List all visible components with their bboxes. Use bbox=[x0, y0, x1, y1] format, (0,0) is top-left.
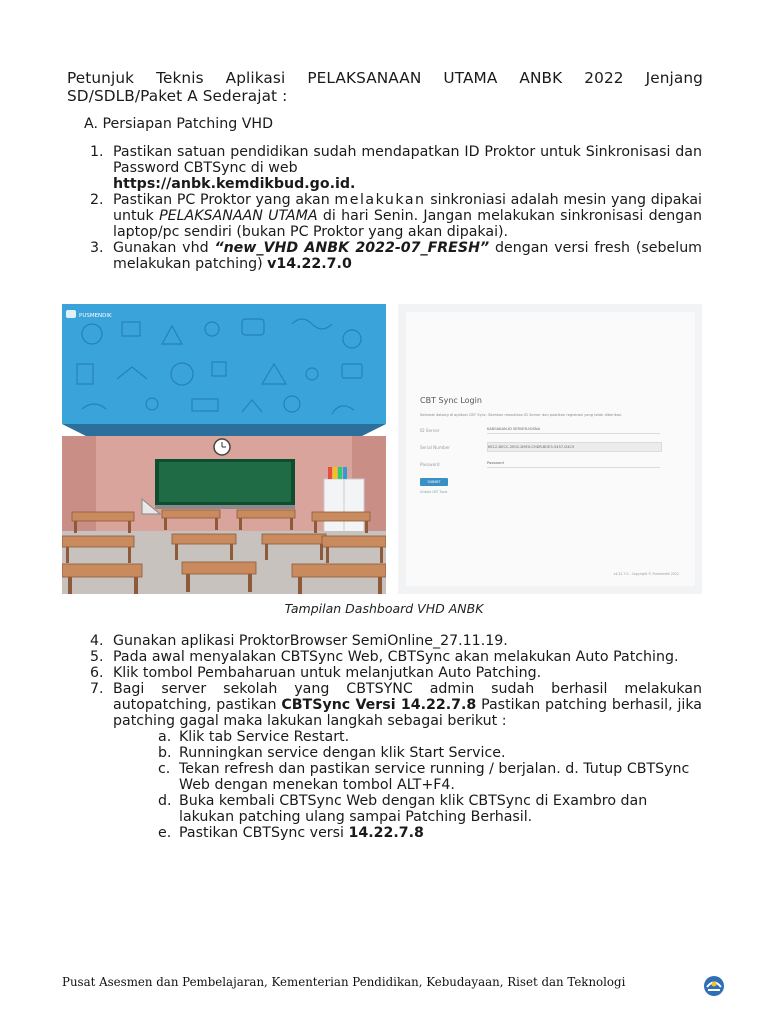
cbtsync-login-screenshot bbox=[398, 304, 702, 594]
step-4: 4. Gunakan aplikasi ProktorBrowser SemiOnline_27.11.19. bbox=[90, 633, 508, 649]
pusmendik-brand: PUSMENDIK bbox=[79, 313, 112, 319]
step-1-text: Pastikan satuan pendidikan sudah mendapatkan ID Proktor untuk Sinkronisasi dan Password CBTSync di web bbox=[113, 144, 702, 176]
login-subtitle: Selamat datang di aplikasi CBT Sync. Silahkan masukkan ID Server dan pastikan registrasi yang telah diberikan. bbox=[420, 413, 623, 417]
sub-steps-list bbox=[113, 729, 702, 841]
login-field-label-password: Password bbox=[420, 462, 440, 467]
login-field-id: KA8GAKAN-ID SERVER-ISISNA bbox=[487, 425, 660, 434]
cbtsync-version: CBTSync Versi 14.22.7.8 bbox=[281, 697, 477, 713]
login-field-password: Password bbox=[487, 459, 660, 468]
steps-list-bottom bbox=[90, 633, 702, 841]
sub-step-c: c. Tekan refresh dan pastikan service running / berjalan. d. Tutup CBTSync Web dengan menekan tombol ALT+F4. bbox=[158, 761, 690, 793]
sub-step-e: e. Pastikan CBTSync versi 14.22.7.8 bbox=[158, 825, 424, 841]
step-1-url: https://anbk.kemdikbud.go.id. bbox=[113, 176, 356, 192]
step-7: 7. Bagi server sekolah yang CBTSYNC admin sudah berhasil melakukan autopatching, pastikan CBTSync Versi 14.22.7.8 Pastikan patching berhasil, jika patching gagal maka lakukan langkah sebagai berikut : a. Klik tab Service Restart. b. Runningkan service dengan klik Start Service. c. Tekan refresh dan pastikan service running / berjalan. d. Tutup CBTSync Web dengan menekan tombol ALT+F4. d. Buka kembali CBTSync Web dengan klik CBTSync di Exambro dan lakukan patching ulang sampai Patching Berhasil. e. Pastikan CBTSync versi 14.22.7.8 bbox=[90, 681, 702, 841]
login-link: Unable CBT Tools bbox=[420, 490, 448, 494]
sub-step-a: a. Klik tab Service Restart. bbox=[158, 729, 350, 745]
section-heading: A. Persiapan Patching VHD bbox=[84, 116, 274, 132]
login-field-label-serial: Serial Number bbox=[420, 445, 451, 450]
step-3: 3. Gunakan vhd “new_VHD ANBK 2022-07_FRESH” dengan versi fresh (sebelum melakukan patching) v14.22.7.0 bbox=[90, 240, 703, 272]
login-field-serial: KE12-DECC-2E0C-D9E0-CHDR-BOE3-5457-D4C5 bbox=[487, 442, 662, 452]
sub-step-d: d. Buka kembali CBTSync Web dengan klik CBTSync di Exambro dan lakukan patching ulang sampai Patching Berhasil. bbox=[158, 793, 648, 825]
tut-wuri-handayani-logo bbox=[701, 975, 727, 997]
login-field-label-id: ID Server bbox=[420, 428, 440, 433]
login-panel bbox=[406, 312, 695, 586]
page-footer: Pusat Asesmen dan Pembelajaran, Kementerian Pendidikan, Kebudayaan, Riset dan Teknologi bbox=[62, 975, 626, 989]
step-6: 6. Klik tombol Pembaharuan untuk melanjutkan Auto Patching. bbox=[90, 665, 542, 681]
login-footer: v4.22.7.0 - Copyright © Pusmendik 2022 bbox=[613, 572, 679, 576]
login-submit-button: SUBMIT bbox=[420, 478, 448, 486]
vhd-name: “new_VHD ANBK 2022-07_FRESH” bbox=[214, 240, 490, 256]
step-1: 1. Pastikan satuan pendidikan sudah mendapatkan ID Proktor untuk Sinkronisasi dan Password CBTSync di web https://anbk.kemdikbud.go.id. bbox=[90, 144, 702, 192]
step-2: 2. Pastikan PC Proktor yang akan melakukan sinkroniasi adalah mesin yang dipakai untuk PELAKSANAAN UTAMA di hari Senin. Jangan melakukan sinkronisasi dengan laptop/pc sendiri (bukan PC Proktor yang akan dipakai). bbox=[90, 192, 702, 240]
document-title: Petunjuk Teknis Aplikasi PELAKSANAAN UTAMA ANBK 2022 Jenjang SD/SDLB/Paket A Sederajat : bbox=[67, 69, 703, 105]
figure-caption: Tampilan Dashboard VHD ANBK bbox=[284, 601, 484, 616]
sub-step-b: b. Runningkan service dengan klik Start Service. bbox=[158, 745, 506, 761]
steps-list-top bbox=[90, 144, 702, 272]
classroom-illustration bbox=[62, 304, 386, 594]
step-5: 5. Pada awal menyalakan CBTSync Web, CBTSync akan melakukan Auto Patching. bbox=[90, 649, 679, 665]
login-title: CBT Sync Login bbox=[420, 396, 482, 405]
vhd-version: v14.22.7.0 bbox=[267, 256, 352, 272]
